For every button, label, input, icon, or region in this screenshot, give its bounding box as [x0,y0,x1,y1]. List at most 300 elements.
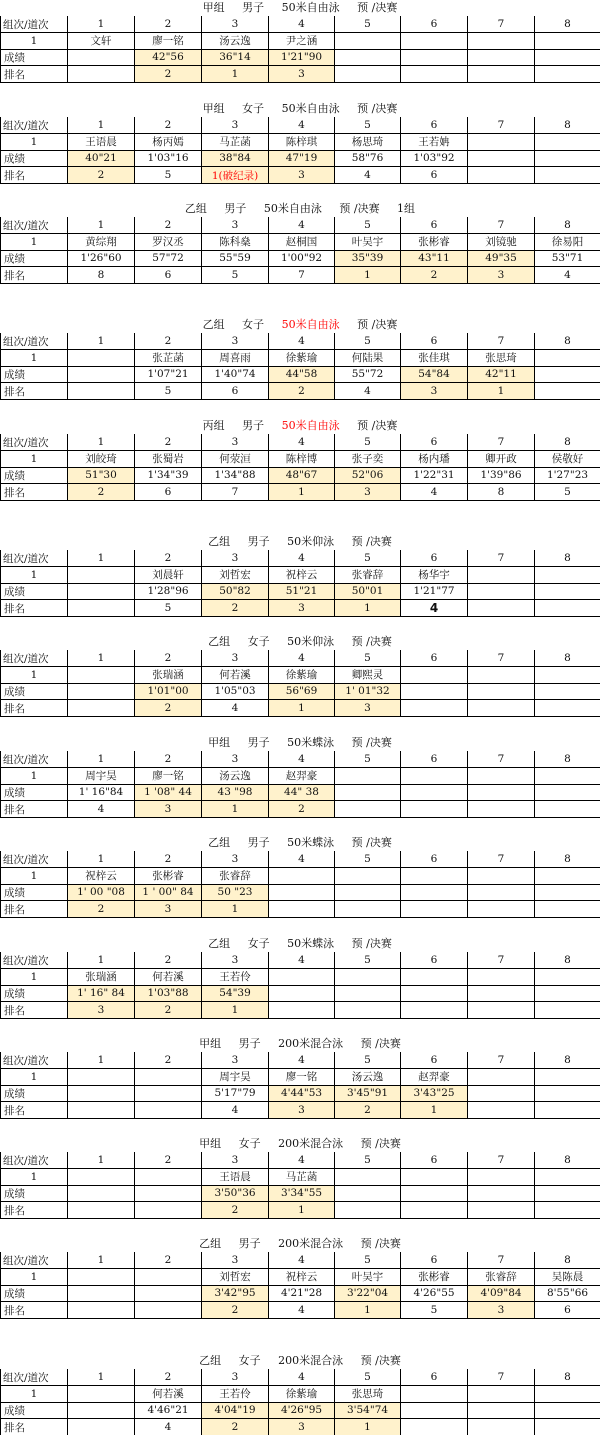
results-cell[interactable] [468,366,535,383]
results-cell[interactable] [68,683,135,700]
rank-cell[interactable] [401,801,468,818]
rank-cell[interactable] [1,383,68,400]
results-cell[interactable] [401,1085,468,1102]
results-cell[interactable] [468,784,535,801]
names-cell[interactable] [468,1169,535,1186]
rank-cell[interactable] [468,167,535,184]
rank-cell[interactable] [401,167,468,184]
results-cell[interactable] [335,1285,401,1302]
names-cell[interactable] [1,1169,68,1186]
rank-cell[interactable] [1,484,68,501]
names-cell[interactable] [269,1069,335,1086]
names-cell[interactable] [202,234,269,251]
rank-cell[interactable] [135,66,202,83]
names-cell[interactable] [335,234,401,251]
header-cell[interactable] [68,1152,135,1169]
rank-cell[interactable] [535,1002,600,1019]
names-cell[interactable] [202,33,269,50]
header-cell[interactable] [68,1052,135,1069]
header-cell[interactable] [401,434,468,451]
names-cell[interactable] [535,768,600,785]
names-cell[interactable] [401,350,468,367]
names-cell[interactable] [335,1269,401,1286]
results-cell[interactable] [401,366,468,383]
names-cell[interactable] [135,667,202,684]
results-cell[interactable] [202,683,269,700]
names-cell[interactable] [401,1069,468,1086]
names-cell[interactable] [535,350,600,367]
names-cell[interactable] [1,1386,68,1403]
names-cell[interactable] [68,667,135,684]
names-cell[interactable] [269,667,335,684]
header-cell[interactable] [401,333,468,350]
header-cell[interactable] [269,16,335,33]
names-cell[interactable] [1,567,68,584]
rank-cell[interactable] [1,1419,68,1435]
rank-cell[interactable] [335,383,401,400]
results-cell[interactable] [1,150,68,167]
names-cell[interactable] [1,667,68,684]
rank-cell[interactable] [535,484,600,501]
results-cell[interactable] [269,467,335,484]
rank-cell[interactable] [202,1419,269,1435]
header-cell[interactable] [335,333,401,350]
results-cell[interactable] [202,49,269,66]
rank-cell[interactable] [335,267,401,284]
names-cell[interactable] [335,868,401,885]
rank-cell[interactable] [468,484,535,501]
results-cell[interactable] [1,583,68,600]
results-cell[interactable] [535,985,600,1002]
results-cell[interactable] [535,683,600,700]
results-cell[interactable] [68,49,135,66]
rank-cell[interactable] [1,167,68,184]
header-cell[interactable] [535,1252,600,1269]
rank-cell[interactable] [269,1302,335,1319]
names-cell[interactable] [68,234,135,251]
header-cell[interactable] [335,550,401,567]
names-cell[interactable] [468,667,535,684]
rank-cell[interactable] [269,700,335,717]
names-cell[interactable] [202,350,269,367]
header-cell[interactable] [202,851,269,868]
header-cell[interactable] [68,851,135,868]
names-cell[interactable] [468,451,535,468]
results-cell[interactable] [135,467,202,484]
names-cell[interactable] [335,768,401,785]
rank-cell[interactable] [135,700,202,717]
names-cell[interactable] [68,969,135,986]
results-cell[interactable] [535,583,600,600]
results-cell[interactable] [202,1185,269,1202]
results-cell[interactable] [401,1185,468,1202]
results-cell[interactable] [535,1402,600,1419]
header-cell[interactable] [401,1252,468,1269]
rank-cell[interactable] [1,267,68,284]
header-cell[interactable] [1,1052,68,1069]
rank-cell[interactable] [269,1102,335,1119]
names-cell[interactable] [269,234,335,251]
header-cell[interactable] [401,217,468,234]
rank-cell[interactable] [1,901,68,918]
rank-cell[interactable] [468,66,535,83]
results-cell[interactable] [68,1402,135,1419]
header-cell[interactable] [68,117,135,134]
results-cell[interactable] [335,366,401,383]
names-cell[interactable] [202,969,269,986]
header-cell[interactable] [335,1052,401,1069]
names-cell[interactable] [335,134,401,151]
results-cell[interactable] [269,1185,335,1202]
results-cell[interactable] [202,784,269,801]
header-cell[interactable] [68,217,135,234]
rank-cell[interactable] [269,484,335,501]
header-cell[interactable] [335,217,401,234]
names-cell[interactable] [468,33,535,50]
names-cell[interactable] [535,567,600,584]
results-cell[interactable] [202,583,269,600]
names-cell[interactable] [468,868,535,885]
names-cell[interactable] [269,451,335,468]
header-cell[interactable] [468,952,535,969]
header-cell[interactable] [335,1152,401,1169]
results-cell[interactable] [335,884,401,901]
names-cell[interactable] [202,768,269,785]
header-cell[interactable] [335,16,401,33]
rank-cell[interactable] [401,484,468,501]
results-cell[interactable] [401,583,468,600]
rank-cell[interactable] [202,167,269,184]
names-cell[interactable] [135,1069,202,1086]
rank-cell[interactable] [401,1302,468,1319]
header-cell[interactable] [269,117,335,134]
header-cell[interactable] [535,333,600,350]
header-cell[interactable] [269,650,335,667]
names-cell[interactable] [269,1269,335,1286]
header-cell[interactable] [135,16,202,33]
results-cell[interactable] [335,583,401,600]
results-cell[interactable] [202,1285,269,1302]
results-cell[interactable] [468,49,535,66]
rank-cell[interactable] [335,66,401,83]
results-cell[interactable] [401,49,468,66]
names-cell[interactable] [1,350,68,367]
header-cell[interactable] [468,1052,535,1069]
rank-cell[interactable] [269,66,335,83]
names-cell[interactable] [68,567,135,584]
header-cell[interactable] [535,751,600,768]
names-cell[interactable] [335,567,401,584]
header-cell[interactable] [202,1052,269,1069]
names-cell[interactable] [1,451,68,468]
header-cell[interactable] [202,650,269,667]
rank-cell[interactable] [269,1419,335,1435]
rank-cell[interactable] [468,600,535,617]
header-cell[interactable] [135,1152,202,1169]
header-cell[interactable] [468,851,535,868]
results-cell[interactable] [202,884,269,901]
rank-cell[interactable] [335,901,401,918]
names-cell[interactable] [135,969,202,986]
names-cell[interactable] [335,1069,401,1086]
header-cell[interactable] [1,1369,68,1386]
rank-cell[interactable] [468,1002,535,1019]
results-cell[interactable] [135,1185,202,1202]
rank-cell[interactable] [202,484,269,501]
names-cell[interactable] [401,969,468,986]
results-cell[interactable] [135,1402,202,1419]
names-cell[interactable] [468,1069,535,1086]
header-cell[interactable] [1,1152,68,1169]
rank-cell[interactable] [401,600,468,617]
rank-cell[interactable] [68,600,135,617]
results-cell[interactable] [135,49,202,66]
header-cell[interactable] [468,117,535,134]
rank-cell[interactable] [1,700,68,717]
rank-cell[interactable] [269,383,335,400]
results-cell[interactable] [135,250,202,267]
results-cell[interactable] [68,1285,135,1302]
names-cell[interactable] [202,567,269,584]
header-cell[interactable] [135,1369,202,1386]
header-cell[interactable] [135,1052,202,1069]
names-cell[interactable] [68,1169,135,1186]
names-cell[interactable] [468,969,535,986]
results-cell[interactable] [68,985,135,1002]
results-cell[interactable] [468,583,535,600]
results-cell[interactable] [468,467,535,484]
results-cell[interactable] [335,467,401,484]
results-cell[interactable] [1,49,68,66]
results-cell[interactable] [335,784,401,801]
rank-cell[interactable] [68,700,135,717]
results-cell[interactable] [1,784,68,801]
rank-cell[interactable] [401,1202,468,1219]
rank-cell[interactable] [335,600,401,617]
names-cell[interactable] [401,667,468,684]
rank-cell[interactable] [269,267,335,284]
header-cell[interactable] [401,650,468,667]
results-cell[interactable] [535,49,600,66]
header-cell[interactable] [335,851,401,868]
header-cell[interactable] [535,851,600,868]
header-cell[interactable] [468,751,535,768]
results-cell[interactable] [335,683,401,700]
rank-cell[interactable] [202,801,269,818]
header-cell[interactable] [1,333,68,350]
results-cell[interactable] [535,884,600,901]
names-cell[interactable] [535,234,600,251]
results-cell[interactable] [535,784,600,801]
rank-cell[interactable] [535,167,600,184]
rank-cell[interactable] [401,1419,468,1435]
results-cell[interactable] [535,1185,600,1202]
header-cell[interactable] [468,333,535,350]
rank-cell[interactable] [68,801,135,818]
names-cell[interactable] [135,567,202,584]
results-cell[interactable] [335,150,401,167]
names-cell[interactable] [468,234,535,251]
header-cell[interactable] [135,650,202,667]
results-cell[interactable] [468,985,535,1002]
results-cell[interactable] [335,49,401,66]
results-cell[interactable] [535,366,600,383]
names-cell[interactable] [135,1169,202,1186]
results-cell[interactable] [335,985,401,1002]
names-cell[interactable] [1,33,68,50]
header-cell[interactable] [335,1252,401,1269]
results-cell[interactable] [468,884,535,901]
rank-cell[interactable] [335,1102,401,1119]
header-cell[interactable] [135,217,202,234]
names-cell[interactable] [1,234,68,251]
rank-cell[interactable] [68,901,135,918]
names-cell[interactable] [68,350,135,367]
rank-cell[interactable] [135,1302,202,1319]
results-cell[interactable] [202,1085,269,1102]
header-cell[interactable] [535,952,600,969]
header-cell[interactable] [401,851,468,868]
rank-cell[interactable] [468,801,535,818]
names-cell[interactable] [535,1169,600,1186]
rank-cell[interactable] [202,600,269,617]
results-cell[interactable] [1,366,68,383]
results-cell[interactable] [135,1285,202,1302]
names-cell[interactable] [68,1069,135,1086]
header-cell[interactable] [401,1369,468,1386]
header-cell[interactable] [202,751,269,768]
results-cell[interactable] [468,250,535,267]
header-cell[interactable] [269,751,335,768]
names-cell[interactable] [135,134,202,151]
names-cell[interactable] [401,1386,468,1403]
header-cell[interactable] [202,117,269,134]
header-cell[interactable] [468,1152,535,1169]
header-cell[interactable] [468,1369,535,1386]
names-cell[interactable] [1,868,68,885]
results-cell[interactable] [1,1085,68,1102]
rank-cell[interactable] [401,383,468,400]
names-cell[interactable] [535,1069,600,1086]
results-cell[interactable] [401,784,468,801]
rank-cell[interactable] [68,167,135,184]
header-cell[interactable] [135,1252,202,1269]
names-cell[interactable] [202,1386,269,1403]
header-cell[interactable] [68,16,135,33]
names-cell[interactable] [401,134,468,151]
rank-cell[interactable] [68,484,135,501]
results-cell[interactable] [1,467,68,484]
names-cell[interactable] [535,667,600,684]
results-cell[interactable] [335,1085,401,1102]
names-cell[interactable] [202,1069,269,1086]
rank-cell[interactable] [135,167,202,184]
results-cell[interactable] [135,683,202,700]
names-cell[interactable] [468,134,535,151]
results-cell[interactable] [202,985,269,1002]
header-cell[interactable] [468,1252,535,1269]
rank-cell[interactable] [68,66,135,83]
header-cell[interactable] [135,434,202,451]
results-cell[interactable] [1,683,68,700]
results-cell[interactable] [401,1285,468,1302]
header-cell[interactable] [535,217,600,234]
results-cell[interactable] [68,150,135,167]
rank-cell[interactable] [202,267,269,284]
rank-cell[interactable] [269,1002,335,1019]
results-cell[interactable] [269,784,335,801]
names-cell[interactable] [135,868,202,885]
rank-cell[interactable] [1,1302,68,1319]
results-cell[interactable] [535,1085,600,1102]
header-cell[interactable] [401,952,468,969]
rank-cell[interactable] [335,1202,401,1219]
rank-cell[interactable] [468,901,535,918]
rank-cell[interactable] [135,383,202,400]
header-cell[interactable] [335,434,401,451]
header-cell[interactable] [68,1252,135,1269]
names-cell[interactable] [535,451,600,468]
results-cell[interactable] [68,884,135,901]
names-cell[interactable] [68,868,135,885]
results-cell[interactable] [535,467,600,484]
results-cell[interactable] [401,683,468,700]
results-cell[interactable] [468,1285,535,1302]
header-cell[interactable] [269,1152,335,1169]
header-cell[interactable] [1,434,68,451]
header-cell[interactable] [535,1152,600,1169]
names-cell[interactable] [68,33,135,50]
header-cell[interactable] [1,851,68,868]
header-cell[interactable] [202,217,269,234]
names-cell[interactable] [1,1069,68,1086]
results-cell[interactable] [135,985,202,1002]
rank-cell[interactable] [335,167,401,184]
rank-cell[interactable] [1,1102,68,1119]
rank-cell[interactable] [1,600,68,617]
names-cell[interactable] [135,33,202,50]
results-cell[interactable] [269,583,335,600]
rank-cell[interactable] [68,267,135,284]
header-cell[interactable] [468,550,535,567]
results-cell[interactable] [401,985,468,1002]
rank-cell[interactable] [202,1202,269,1219]
results-cell[interactable] [68,250,135,267]
header-cell[interactable] [335,117,401,134]
header-cell[interactable] [269,1252,335,1269]
rank-cell[interactable] [535,700,600,717]
rank-cell[interactable] [468,267,535,284]
header-cell[interactable] [1,217,68,234]
names-cell[interactable] [335,1386,401,1403]
header-cell[interactable] [401,16,468,33]
names-cell[interactable] [535,33,600,50]
header-cell[interactable] [202,952,269,969]
header-cell[interactable] [1,1252,68,1269]
header-cell[interactable] [68,1369,135,1386]
rank-cell[interactable] [401,1102,468,1119]
results-cell[interactable] [135,366,202,383]
results-cell[interactable] [401,250,468,267]
header-cell[interactable] [1,16,68,33]
rank-cell[interactable] [135,600,202,617]
rank-cell[interactable] [202,383,269,400]
header-cell[interactable] [202,434,269,451]
rank-cell[interactable] [202,901,269,918]
names-cell[interactable] [468,350,535,367]
header-cell[interactable] [1,550,68,567]
names-cell[interactable] [202,451,269,468]
